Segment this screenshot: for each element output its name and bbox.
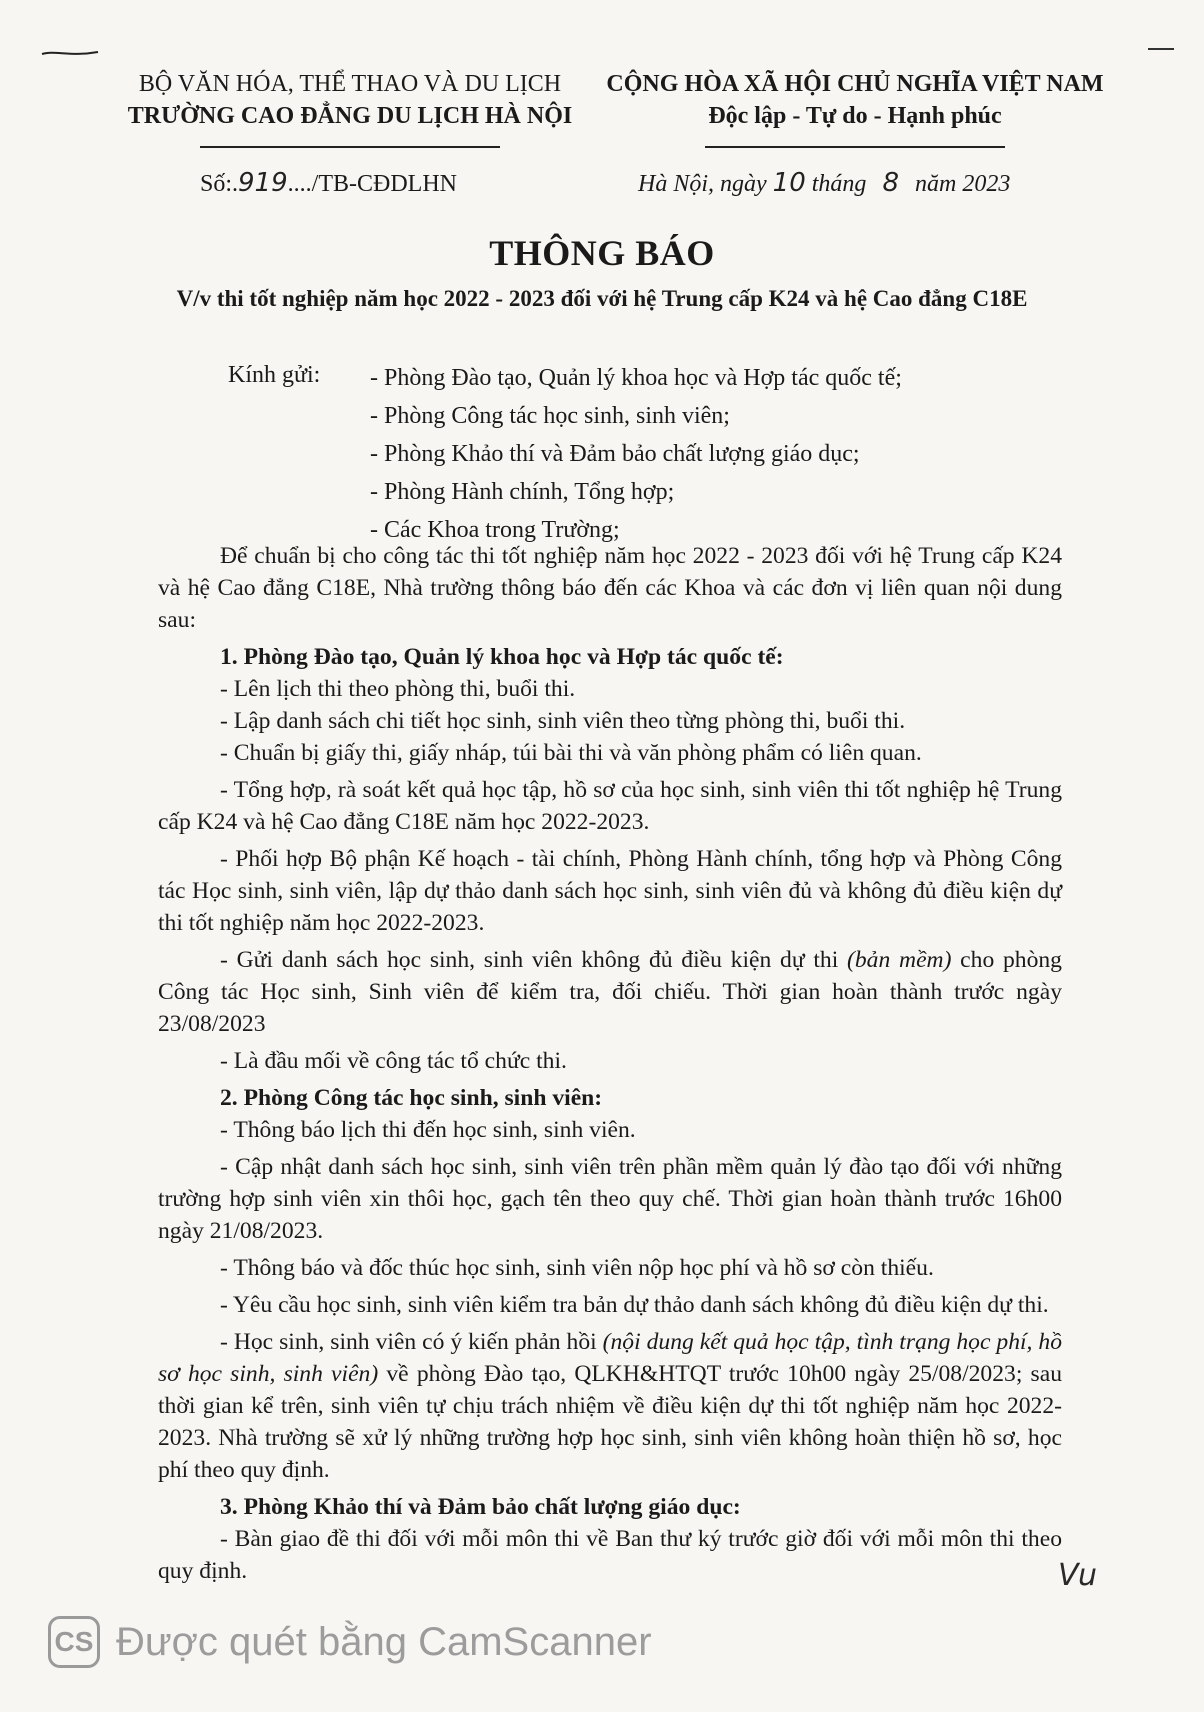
section-2-heading: 2. Phòng Công tác học sinh, sinh viên: [220, 1085, 603, 1111]
section-1-item: - Phối hợp Bộ phận Kế hoạch - tài chính, Phòng Hành chính, tổng hợp và Phòng Công tác Học sinh, sinh viên, lập dự thảo danh sách học sinh, sinh viên đủ và không đủ điều kiện dự thi tốt nghiệp năm học 2022-2023. [158, 846, 1062, 936]
section-1-item: - Lên lịch thi theo phòng thi, buổi thi. [220, 676, 576, 702]
section-2-item: - Yêu cầu học sinh, sinh viên kiểm tra bản dự thảo danh sách không đủ điều kiện dự thi. [220, 1292, 1049, 1318]
date-month-word: tháng [811, 171, 867, 197]
recipient-item: - Phòng Công tác học sinh, sinh viên; [370, 403, 730, 429]
document-title: THÔNG BÁO [489, 233, 715, 273]
item-text: về phòng Đào tạo, QLKH&HTQT trước 10h00 ngày 25/08/2023; sau thời gian kể trên, sinh viên tự chịu trách nhiệm về điều kiện dự thi tốt nghiệp năm học 2022-2023. Nhà trường sẽ xử lý những trường hợp học sinh, sinh viên không hoàn thiện hồ sơ, học phí theo quy định. [158, 1361, 1062, 1483]
corner-mark [1148, 48, 1174, 50]
recipient-item: - Các Khoa trong Trường; [370, 517, 620, 543]
item-emphasis: (nội dung kết quả học tập, tình trạng học phí, hồ sơ học sinh, sinh viên) [158, 1329, 1062, 1387]
recipient-item: - Phòng Hành chính, Tổng hợp; [370, 479, 675, 505]
section-1-heading: 1. Phòng Đào tạo, Quản lý khoa học và Hợp tác quốc tế: [220, 644, 784, 670]
document-body [158, 540, 1062, 1587]
document-subtitle: V/v thi tốt nghiệp năm học 2022 - 2023 đối với hệ Trung cấp K24 và hệ Cao đẳng C18E [176, 286, 1028, 311]
handwritten-initials: Vu [1058, 1558, 1098, 1593]
item-text: cho phòng Công tác Học sinh, Sinh viên để kiểm tra, đối chiếu. Thời gian hoàn thành trước ngày 23/08/2023 [158, 947, 1062, 1037]
date-year: năm 2023 [914, 171, 1011, 197]
reference-prefix: Số:. [200, 171, 239, 197]
section-1-item: - Chuẩn bị giấy thi, giấy nháp, túi bài thi và văn phòng phẩm có liên quan. [220, 740, 922, 766]
scanner-watermark [48, 1612, 652, 1672]
national-motto: Độc lập - Tự do - Hạnh phúc [708, 103, 1002, 129]
section-1-item: - Tổng hợp, rà soát kết quả học tập, hồ sơ của học sinh, sinh viên thi tốt nghiệp hệ Trung cấp K24 và hệ Cao đẳng C18E năm học 2022-2023. [158, 777, 1062, 835]
date-month: 8 [882, 168, 899, 198]
date-day: 10 [772, 168, 806, 198]
section-2-item: - Thông báo và đốc thúc học sinh, sinh viên nộp học phí và hồ sơ còn thiếu. [220, 1255, 934, 1281]
scanner-text: Được quét bằng CamScanner [116, 1619, 652, 1664]
reference-suffix: ..../TB-CĐDLHN [287, 171, 457, 197]
recipients-label: Kính gửi: [228, 362, 321, 388]
item-text: - Học sinh, sinh viên có ý kiến phản hồi [220, 1329, 603, 1355]
section-2-item [158, 1326, 1062, 1486]
section-2-item: - Thông báo lịch thi đến học sinh, sinh viên. [220, 1117, 636, 1143]
school-name: TRƯỜNG CAO ĐẲNG DU LỊCH HÀ NỘI [127, 103, 573, 129]
reference-number: 919 [238, 168, 288, 198]
header-left-rule [200, 146, 500, 148]
section-1-item: - Lập danh sách chi tiết học sinh, sinh viên theo từng phòng thi, buổi thi. [220, 708, 906, 734]
header-left [90, 68, 610, 148]
item-emphasis: (bản mềm) [847, 947, 952, 973]
pen-scribble [40, 48, 100, 58]
section-2-item: - Cập nhật danh sách học sinh, sinh viên trên phần mềm quản lý đào tạo đối với những trường hợp sinh viên xin thôi học, gạch tên theo quy chế. Thời gian hoàn thành trước 16h00 ngày 21/08/2023. [158, 1154, 1062, 1244]
camscanner-logo-icon: CS [48, 1616, 100, 1668]
section-1-item [158, 944, 1062, 1040]
intro-paragraph: Để chuẩn bị cho công tác thi tốt nghiệp năm học 2022 - 2023 đối với hệ Trung cấp K24 và hệ Cao đẳng C18E, Nhà trường thông báo đến các Khoa và các đơn vị liên quan nội dung sau: [158, 543, 1062, 633]
ministry-name: BỘ VĂN HÓA, THỂ THAO VÀ DU LỊCH [138, 71, 562, 97]
section-3-heading: 3. Phòng Khảo thí và Đảm bảo chất lượng giáo dục: [220, 1494, 741, 1520]
header-right [600, 68, 1110, 148]
document-reference [200, 168, 457, 198]
recipients-list [370, 362, 1130, 552]
date-place: Hà Nội, ngày [638, 171, 767, 197]
republic-name: CỘNG HÒA XÃ HỘI CHỦ NGHĨA VIỆT NAM [606, 71, 1104, 97]
section-1-item: - Là đầu mối về công tác tổ chức thi. [220, 1048, 567, 1074]
header-right-rule [705, 146, 1005, 148]
section-3-item: - Bàn giao đề thi đối với mỗi môn thi về Ban thư ký trước giờ đối với mỗi môn thi theo quy định. [158, 1526, 1062, 1584]
recipient-item: - Phòng Khảo thí và Đảm bảo chất lượng giáo dục; [370, 441, 860, 467]
document-date [638, 168, 1010, 198]
item-text: - Gửi danh sách học sinh, sinh viên không đủ điều kiện dự thi [220, 947, 848, 973]
recipient-item: - Phòng Đào tạo, Quản lý khoa học và Hợp tác quốc tế; [370, 365, 902, 391]
